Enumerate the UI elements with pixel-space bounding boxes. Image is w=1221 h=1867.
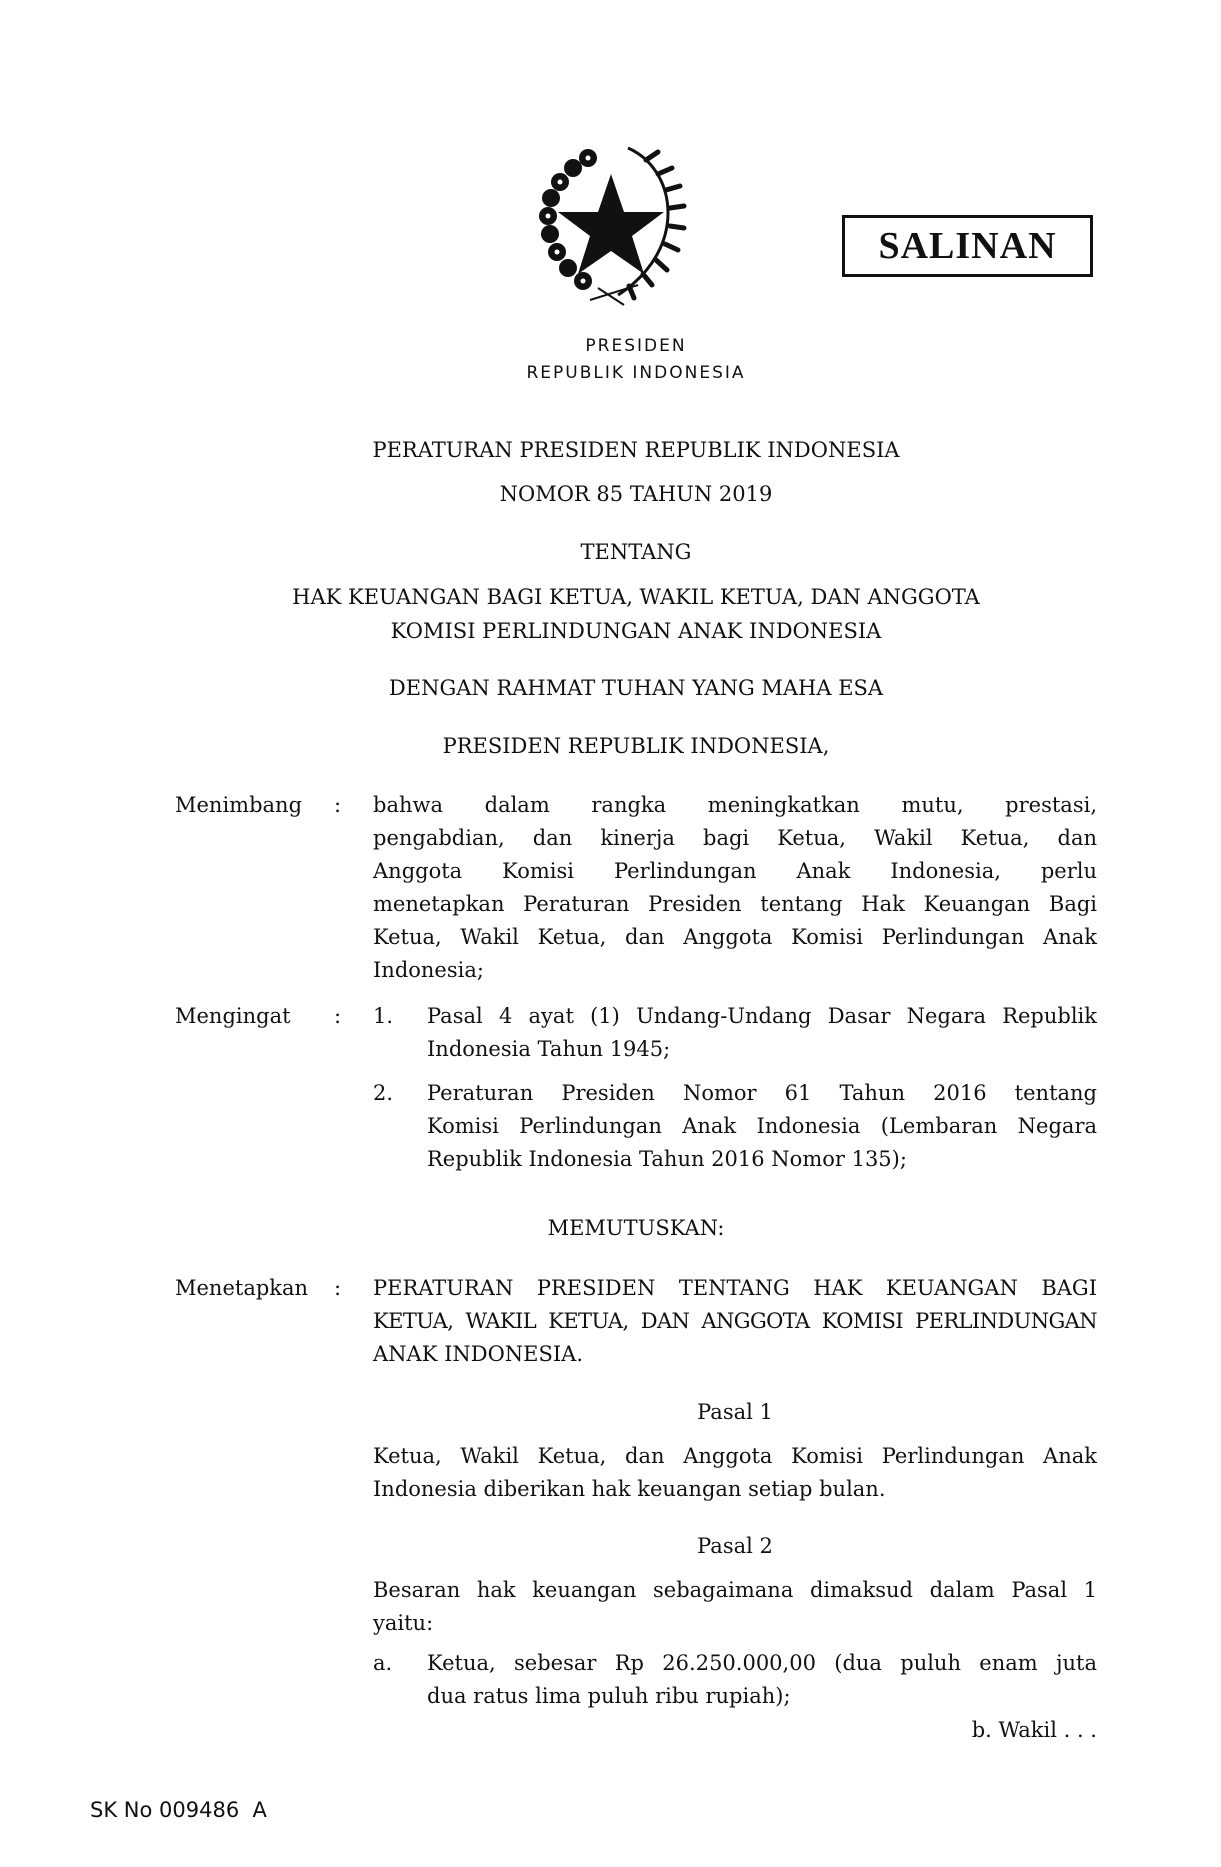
- menimbang-line: Indonesia;: [373, 958, 484, 982]
- menimbang-label: Menimbang: [175, 793, 303, 817]
- mengingat-line: Komisi Perlindungan Anak Indonesia (Lembaran Negara: [427, 1114, 1097, 1138]
- menimbang-line: Anggota Komisi Perlindungan Anak Indonesia, perlu: [373, 859, 1097, 883]
- presidential-emblem-icon: [528, 140, 694, 308]
- pasal-2-heading: Pasal 2: [697, 1534, 773, 1558]
- item-number: 1.: [373, 1004, 394, 1028]
- item-number: 2.: [373, 1081, 394, 1105]
- regulation-title: PERATURAN PRESIDEN REPUBLIK INDONESIA: [372, 438, 900, 462]
- menetapkan-line: ANAK INDONESIA.: [373, 1342, 584, 1366]
- pasal-1-line: Ketua, Wakil Ketua, dan Anggota Komisi Perlindungan Anak: [373, 1444, 1097, 1468]
- pasal-1-line: Indonesia diberikan hak keuangan setiap bulan.: [373, 1477, 886, 1501]
- mengingat-label: Mengingat: [175, 1004, 291, 1028]
- menimbang-line: Ketua, Wakil Ketua, dan Anggota Komisi Perlindungan Anak: [373, 925, 1097, 949]
- colon: :: [334, 793, 342, 817]
- salinan-stamp: SALINAN: [842, 215, 1093, 277]
- colon: :: [334, 1276, 342, 1300]
- regulation-number: NOMOR 85 TAHUN 2019: [499, 482, 773, 506]
- menetapkan-line: KETUA, WAKIL KETUA, DAN ANGGOTA KOMISI PERLINDUNGAN: [373, 1309, 1097, 1333]
- menimbang-line: bahwa dalam rangka meningkatkan mutu, prestasi,: [373, 793, 1097, 817]
- mengingat-line: Indonesia Tahun 1945;: [427, 1037, 671, 1061]
- pasal-1-heading: Pasal 1: [697, 1400, 773, 1424]
- pasal-2-item-line: Ketua, sebesar Rp 26.250.000,00 (dua puluh enam juta: [427, 1651, 1097, 1675]
- mengingat-line: Peraturan Presiden Nomor 61 Tahun 2016 tentang: [427, 1081, 1097, 1105]
- item-letter: a.: [373, 1651, 393, 1675]
- tentang-heading: TENTANG: [580, 540, 692, 564]
- subject-line-2: KOMISI PERLINDUNGAN ANAK INDONESIA: [390, 619, 882, 643]
- emblem-caption-presiden: PRESIDEN: [585, 336, 687, 356]
- sk-number: SK No 009486 A: [90, 1798, 267, 1822]
- pasal-2-line: Besaran hak keuangan sebagaimana dimaksud dalam Pasal 1: [373, 1578, 1097, 1602]
- mengingat-line: Republik Indonesia Tahun 2016 Nomor 135);: [427, 1147, 907, 1171]
- continuation-marker: b. Wakil . . .: [971, 1718, 1097, 1742]
- presiden-line: PRESIDEN REPUBLIK INDONESIA,: [442, 734, 830, 758]
- pasal-2-item-line: dua ratus lima puluh ribu rupiah);: [427, 1684, 791, 1708]
- menetapkan-label: Menetapkan: [175, 1276, 309, 1300]
- emblem-caption-republik: REPUBLIK INDONESIA: [526, 363, 746, 383]
- subject-line-1: HAK KEUANGAN BAGI KETUA, WAKIL KETUA, DAN ANGGOTA: [292, 585, 980, 609]
- mengingat-line: Pasal 4 ayat (1) Undang-Undang Dasar Negara Republik: [427, 1004, 1097, 1028]
- memutuskan-heading: MEMUTUSKAN:: [547, 1216, 725, 1240]
- menimbang-line: pengabdian, dan kinerja bagi Ketua, Wakil Ketua, dan: [373, 826, 1097, 850]
- pasal-2-line: yaitu:: [373, 1611, 434, 1635]
- menetapkan-line: PERATURAN PRESIDEN TENTANG HAK KEUANGAN BAGI: [373, 1276, 1097, 1300]
- menimbang-line: menetapkan Peraturan Presiden tentang Hak Keuangan Bagi: [373, 892, 1097, 916]
- rahmat-line: DENGAN RAHMAT TUHAN YANG MAHA ESA: [388, 676, 884, 700]
- colon: :: [334, 1004, 342, 1028]
